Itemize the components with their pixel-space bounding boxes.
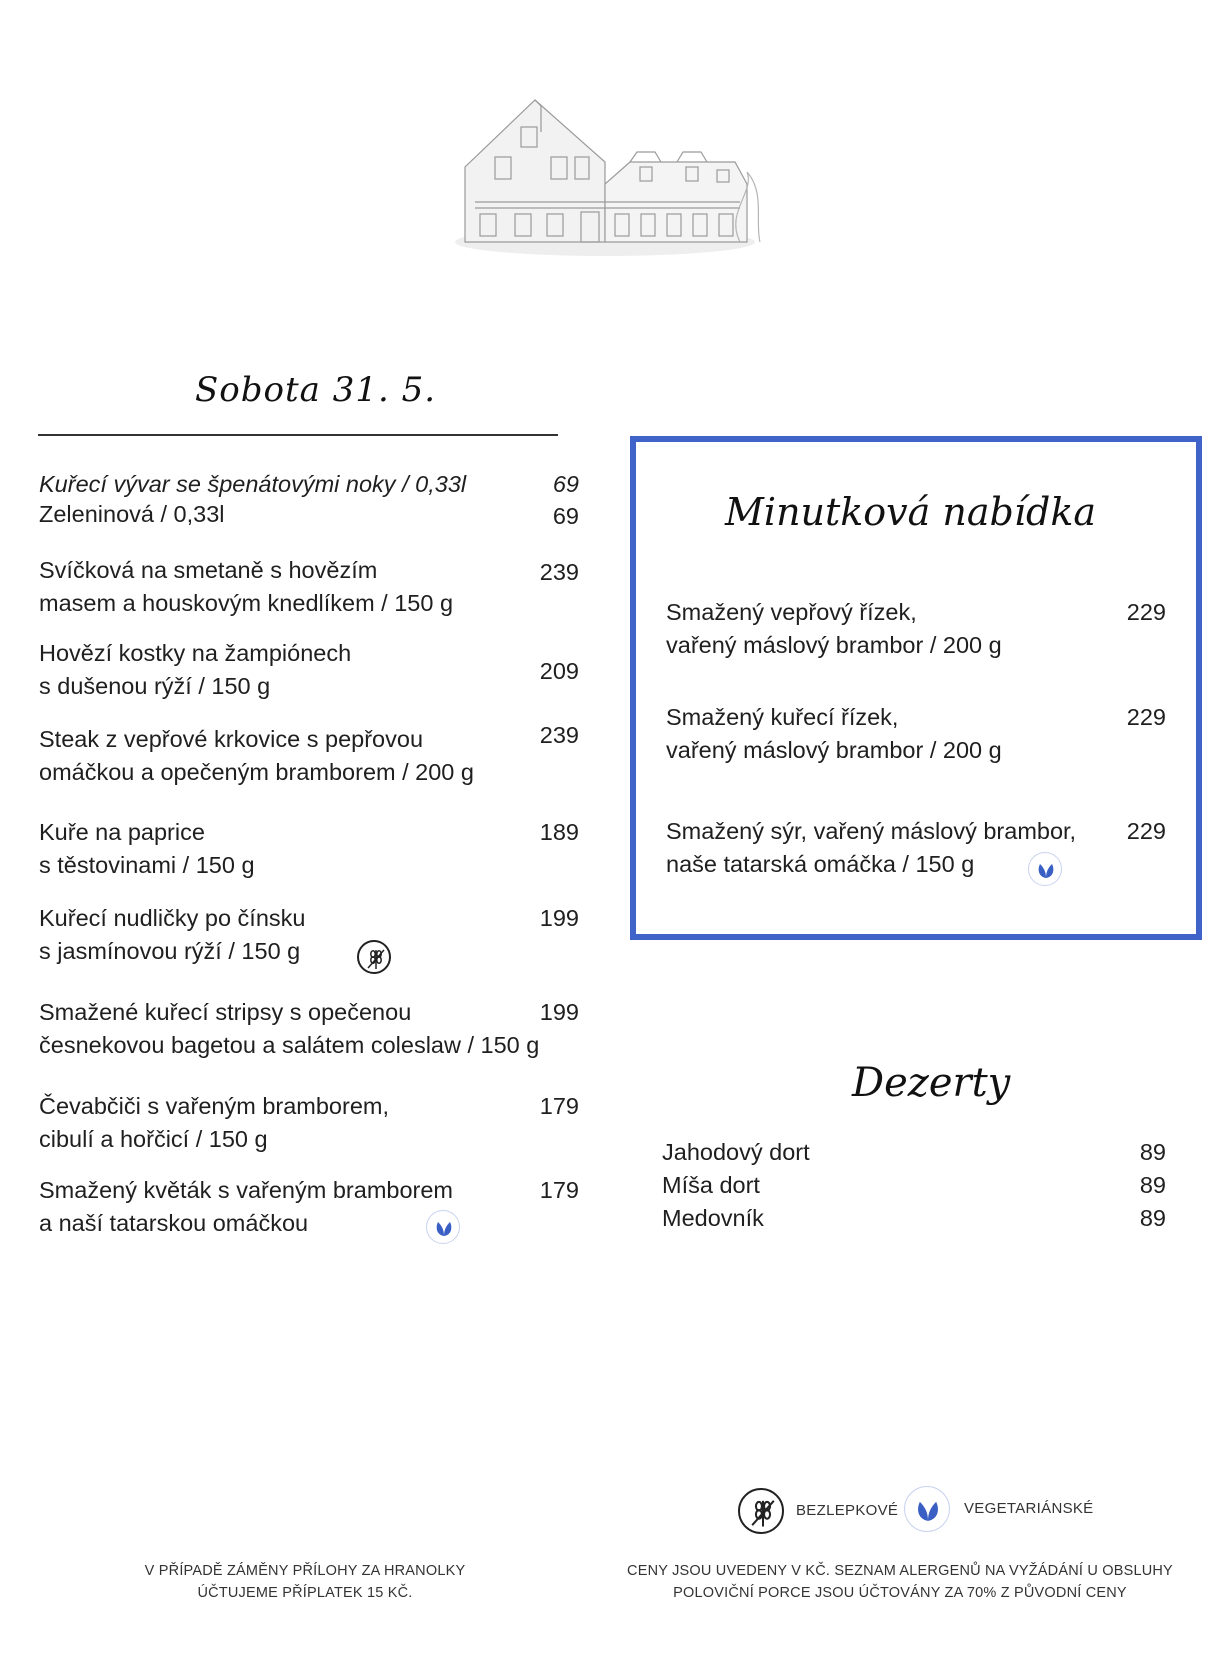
item-name-line2: česnekovou bagetou a salátem coleslaw / 150 g <box>39 1032 540 1058</box>
item-name-line1: Steak z vepřové krkovice s pepřovou <box>39 726 424 752</box>
vegetarian-leaf-icon <box>1028 852 1062 886</box>
pension-building-logo <box>455 92 765 267</box>
item-name: Míša dort <box>662 1172 760 1198</box>
prices-note <box>620 1560 1180 1604</box>
item-price: 189 <box>539 819 579 845</box>
item-price: 179 <box>539 1177 579 1203</box>
main-item <box>39 816 579 882</box>
vegetarian-leaf-icon <box>904 1486 950 1532</box>
note-line: CENY JSOU UVEDENY V KČ. SEZNAM ALERGENŮ NA VYŽÁDÁNÍ U OBSLUHY <box>627 1563 1173 1579</box>
item-name-line1: Svíčková na smetaně s hovězím <box>39 557 378 583</box>
dessert-item <box>662 1202 1166 1235</box>
legend-gluten-free-label: BEZLEPKOVÉ <box>796 1502 899 1519</box>
item-name-line1: Hovězí kostky na žampiónech <box>39 640 352 666</box>
note-line: ÚČTUJEME PŘÍPLATEK 15 KČ. <box>197 1585 413 1601</box>
item-name-line1: Čevabčiči s vařeným bramborem, <box>39 1093 389 1119</box>
main-item <box>39 1174 579 1240</box>
gluten-free-icon <box>738 1488 784 1534</box>
main-item <box>39 1090 579 1156</box>
item-price: 69 <box>552 471 579 497</box>
day-divider <box>38 434 558 436</box>
minutka-title: Minutková nabídka <box>725 490 1097 534</box>
minutka-item <box>666 596 1166 662</box>
item-price: 199 <box>539 905 579 931</box>
item-name: Kuřecí vývar se špenátovými noky / 0,33l <box>39 471 467 497</box>
side-dish-note <box>90 1560 520 1604</box>
main-item <box>39 902 579 968</box>
item-price: 239 <box>539 559 579 585</box>
item-price: 179 <box>539 1093 579 1119</box>
item-name-line2: s dušenou rýží / 150 g <box>39 673 271 699</box>
item-name: Medovník <box>662 1205 764 1231</box>
item-name-line2: vařený máslový brambor / 200 g <box>666 632 1002 658</box>
item-name-line2: a naší tatarskou omáčkou <box>39 1210 309 1236</box>
item-name-line1: Smažený vepřový řízek, <box>666 599 917 625</box>
item-name: Zeleninová / 0,33l <box>39 501 225 527</box>
item-price: 229 <box>1126 599 1166 625</box>
soup-item <box>39 468 579 501</box>
item-price: 209 <box>539 658 579 684</box>
item-name-line2: naše tatarská omáčka / 150 g <box>666 851 975 877</box>
item-name-line1: Smažený květák s vařeným bramborem <box>39 1177 454 1203</box>
item-price: 229 <box>1126 704 1166 730</box>
main-item <box>39 996 579 1062</box>
item-name-line1: Smažený sýr, vařený máslový brambor, <box>666 818 1077 844</box>
item-name-line2: omáčkou a opečeným bramborem / 200 g <box>39 759 474 785</box>
gluten-free-icon <box>357 940 391 974</box>
dezerty-title: Dezerty <box>852 1060 1011 1106</box>
dessert-item <box>662 1136 1166 1169</box>
item-name: Jahodový dort <box>662 1139 810 1165</box>
item-price: 89 <box>1139 1139 1166 1165</box>
item-price: 69 <box>552 503 579 529</box>
item-name-line1: Smažený kuřecí řízek, <box>666 704 899 730</box>
vegetarian-leaf-icon <box>426 1210 460 1244</box>
legend-vegetarian-label: VEGETARIÁNSKÉ <box>964 1500 1094 1517</box>
soup-item <box>39 498 579 531</box>
item-name-line2: masem a houskovým knedlíkem / 150 g <box>39 590 454 616</box>
item-name-line1: Kuře na paprice <box>39 819 205 845</box>
minutka-item <box>666 815 1166 881</box>
note-line: POLOVIČNÍ PORCE JSOU ÚČTOVÁNY ZA 70% Z PŮVODNÍ CENY <box>673 1585 1127 1601</box>
note-line: V PŘÍPADĚ ZÁMĚNY PŘÍLOHY ZA HRANOLKY <box>144 1563 466 1579</box>
minutka-item <box>666 701 1166 767</box>
item-price: 199 <box>539 999 579 1025</box>
item-price: 89 <box>1139 1205 1166 1231</box>
item-price: 89 <box>1139 1172 1166 1198</box>
item-name-line2: s jasmínovou rýží / 150 g <box>39 938 301 964</box>
day-title: Sobota 31. 5. <box>195 370 437 410</box>
main-item <box>39 554 579 620</box>
item-name-line2: s těstovinami / 150 g <box>39 852 255 878</box>
dessert-item <box>662 1169 1166 1202</box>
item-price: 239 <box>539 722 579 748</box>
main-item <box>39 637 579 703</box>
item-name-line2: cibulí a hořčicí / 150 g <box>39 1126 268 1152</box>
item-name-line1: Kuřecí nudličky po čínsku <box>39 905 306 931</box>
item-name-line1: Smažené kuřecí stripsy s opečenou <box>39 999 412 1025</box>
item-name-line2: vařený máslový brambor / 200 g <box>666 737 1002 763</box>
main-item <box>39 723 579 789</box>
item-price: 229 <box>1126 818 1166 844</box>
